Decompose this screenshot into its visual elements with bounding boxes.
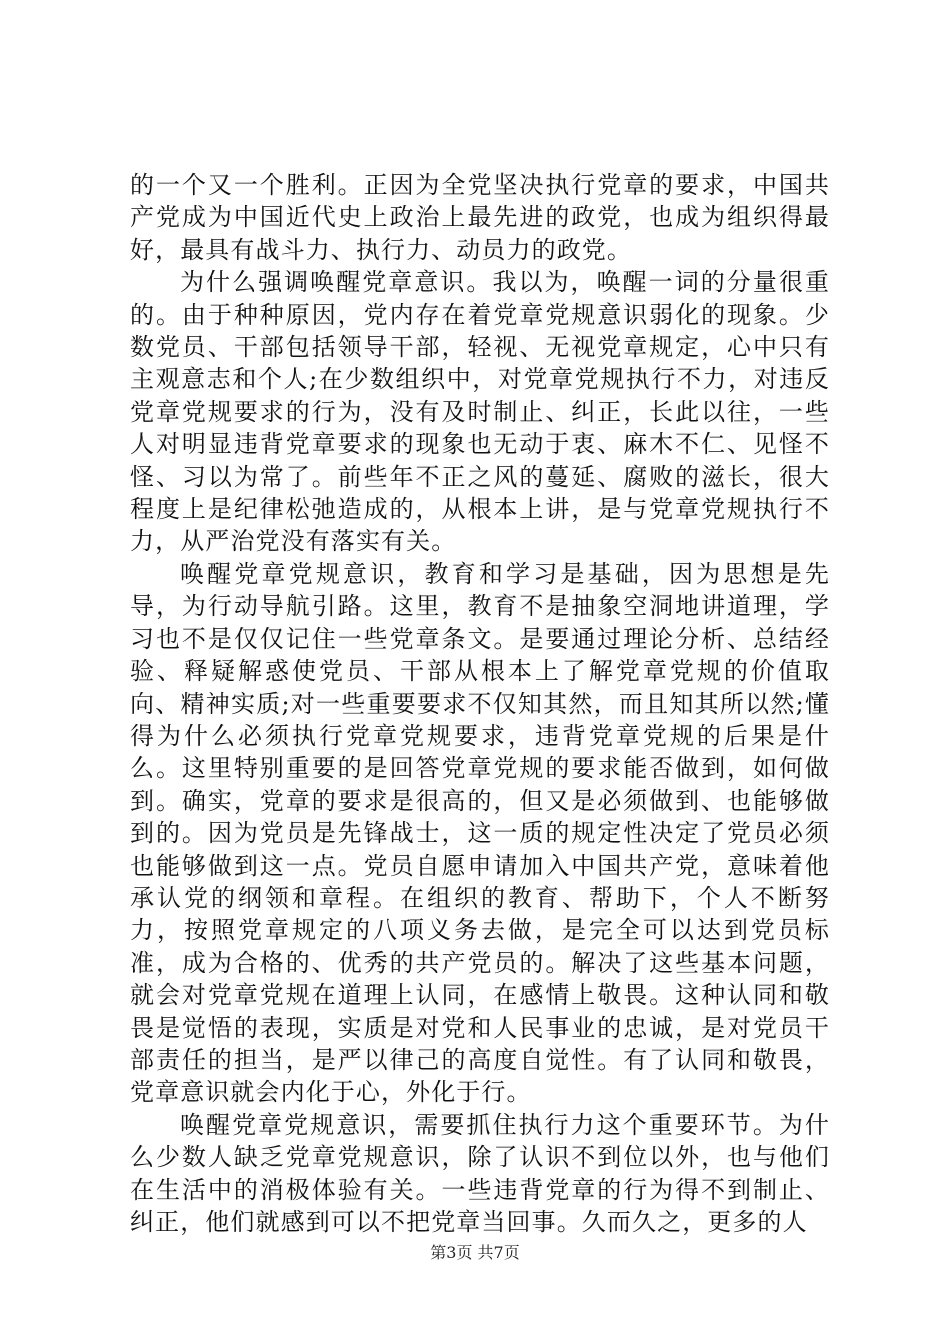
paragraph-why-awaken: 为什么强调唤醒党章意识。我以为，唤醒一词的分量很重的。由于种种原因，党内存在着党章党规意识弱化的现象。少数党员、干部包括领导干部，轻视、无视党章规定，心中只有主观意志和个人;在少数组织中，对党章党规执行不力，对违反党章党规要求的行为，没有及时制止、纠正，长此以往，一些人对明显违背党章要求的现象也无动于衷、麻木不仁、见怪不怪、习以为常了。前些年不正之风的蔓延、腐败的滋长，很大程度上是纪律松弛造成的，从根本上讲，是与党章党规执行不力，从严治党没有落实有关。 <box>130 268 830 556</box>
paragraph-execution: 唤醒党章党规意识，需要抓住执行力这个重要环节。为什么少数人缺乏党章党规意识，除了认识不到位以外，也与他们在生活中的消极体验有关。一些违背党章的行为得不到制止、纠正，他们就感到可以不把党章当回事。久而久之，更多的人 <box>130 1110 830 1236</box>
document-body <box>130 169 830 1238</box>
paragraph-continuation: 的一个又一个胜利。正因为全党坚决执行党章的要求，中国共产党成为中国近代史上政治上最先进的政党，也成为组织得最好，最具有战斗力、执行力、动员力的政党。 <box>130 171 830 264</box>
paragraph-education-learning: 唤醒党章党规意识，教育和学习是基础，因为思想是先导，为行动导航引路。这里，教育不是抽象空洞地讲道理，学习也不是仅仅记住一些党章条文。是要通过理论分析、总结经验、释疑解惑使党员、干部从根本上了解党章党规的价值取向、精神实质;对一些重要要求不仅知其然，而且知其所以然;懂得为什么必须执行党章党规要求，违背党章党规的后果是什么。这里特别重要的是回答党章党规的要求能否做到，如何做到。确实，党章的要求是很高的，但又是必须做到、也能够做到的。因为党员是先锋战士，这一质的规定性决定了党员必须也能够做到这一点。党员自愿申请加入中国共产党，意味着他承认党的纲领和章程。在组织的教育、帮助下，个人不断努力，按照党章规定的八项义务去做，是完全可以达到党员标准，成为合格的、优秀的共产党员的。解决了这些基本问题，就会对党章党规在道理上认同，在感情上敬畏。这种认同和敬畏是觉悟的表现，实质是对党和人民事业的忠诚，是对党员干部责任的担当，是严以律己的高度自觉性。有了认同和敬畏，党章意识就会内化于心，外化于行。 <box>130 559 830 1107</box>
page-number-footer: 第3页 共7页 <box>430 1243 520 1262</box>
